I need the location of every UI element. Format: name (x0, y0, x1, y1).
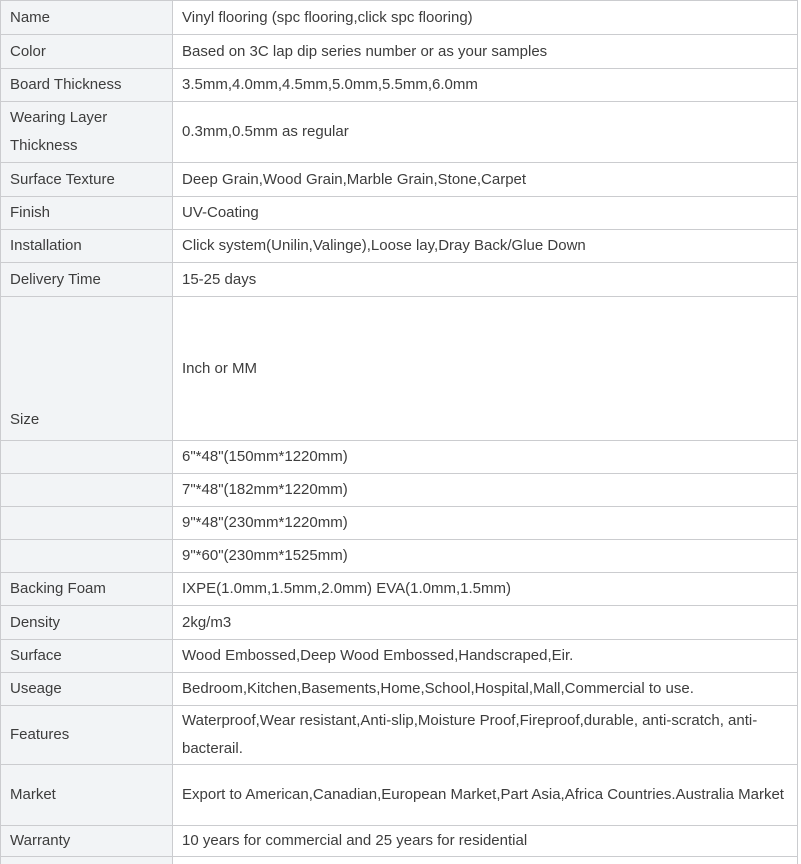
spec-label-surface-texture: Surface Texture (1, 163, 173, 197)
spec-label-size-option-2 (1, 474, 173, 507)
spec-label-partial-bottom (1, 857, 173, 864)
spec-value-features: Waterproof,Wear resistant,Anti-slip,Moisture Proof,Fireproof,durable, anti-scratch, anti-bacterail. (173, 706, 798, 765)
spec-row-finish (1, 197, 798, 230)
spec-row-size-option-4 (1, 540, 798, 573)
spec-value-size-option-3: 9"*48"(230mm*1220mm) (173, 507, 798, 540)
spec-value-name: Vinyl flooring (spc flooring,click spc flooring) (173, 1, 798, 35)
spec-label-backing-foam: Backing Foam (1, 573, 173, 606)
spec-row-size-option-1 (1, 441, 798, 474)
spec-label-surface: Surface (1, 640, 173, 673)
spec-row-board-thickness (1, 69, 798, 102)
spec-row-density (1, 606, 798, 640)
spec-value-size: Inch or MM (173, 297, 798, 441)
spec-value-installation: Click system(Unilin,Valinge),Loose lay,Dray Back/Glue Down (173, 230, 798, 263)
spec-row-size-option-3 (1, 507, 798, 540)
spec-value-surface-texture: Deep Grain,Wood Grain,Marble Grain,Stone,Carpet (173, 163, 798, 197)
spec-row-features (1, 706, 798, 765)
spec-label-warranty: Warranty (1, 826, 173, 857)
spec-value-delivery-time: 15-25 days (173, 263, 798, 297)
spec-value-board-thickness: 3.5mm,4.0mm,4.5mm,5.0mm,5.5mm,6.0mm (173, 69, 798, 102)
spec-label-delivery-time: Delivery Time (1, 263, 173, 297)
spec-value-backing-foam: IXPE(1.0mm,1.5mm,2.0mm) EVA(1.0mm,1.5mm) (173, 573, 798, 606)
spec-value-useage: Bedroom,Kitchen,Basements,Home,School,Hospital,Mall,Commercial to use. (173, 673, 798, 706)
spec-label-name: Name (1, 1, 173, 35)
spec-value-warranty: 10 years for commercial and 25 years for residential (173, 826, 798, 857)
spec-value-partial-bottom (173, 857, 798, 864)
spec-value-color: Based on 3C lap dip series number or as your samples (173, 35, 798, 69)
spec-label-size-option-3 (1, 507, 173, 540)
spec-row-color (1, 35, 798, 69)
spec-value-wearing-layer-thickness: 0.3mm,0.5mm as regular (173, 102, 798, 163)
spec-label-wearing-layer-thickness: Wearing Layer Thickness (1, 102, 173, 163)
spec-row-partial-bottom (1, 857, 798, 864)
spec-row-delivery-time (1, 263, 798, 297)
spec-row-name (1, 1, 798, 35)
spec-row-useage (1, 673, 798, 706)
spec-label-size-option-4 (1, 540, 173, 573)
spec-value-surface: Wood Embossed,Deep Wood Embossed,Handscraped,Eir. (173, 640, 798, 673)
spec-row-warranty (1, 826, 798, 857)
spec-label-density: Density (1, 606, 173, 640)
spec-row-wearing-layer-thickness (1, 102, 798, 163)
spec-label-size: Size (1, 297, 173, 441)
spec-value-market: Export to American,Canadian,European Market,Part Asia,Africa Countries.Australia Market (173, 765, 798, 826)
spec-label-color: Color (1, 35, 173, 69)
spec-row-size-option-2 (1, 474, 798, 507)
spec-label-features: Features (1, 706, 173, 765)
spec-label-board-thickness: Board Thickness (1, 69, 173, 102)
spec-row-surface (1, 640, 798, 673)
spec-label-installation: Installation (1, 230, 173, 263)
spec-label-finish: Finish (1, 197, 173, 230)
spec-value-size-option-4: 9"*60"(230mm*1525mm) (173, 540, 798, 573)
spec-label-market: Market (1, 765, 173, 826)
spec-row-installation (1, 230, 798, 263)
spec-row-market (1, 765, 798, 826)
spec-label-useage: Useage (1, 673, 173, 706)
spec-row-size (1, 297, 798, 441)
spec-value-size-option-2: 7"*48"(182mm*1220mm) (173, 474, 798, 507)
spec-value-size-option-1: 6"*48"(150mm*1220mm) (173, 441, 798, 474)
spec-label-size-option-1 (1, 441, 173, 474)
spec-row-surface-texture (1, 163, 798, 197)
spec-value-density: 2kg/m3 (173, 606, 798, 640)
spec-row-backing-foam (1, 573, 798, 606)
spec-value-finish: UV-Coating (173, 197, 798, 230)
